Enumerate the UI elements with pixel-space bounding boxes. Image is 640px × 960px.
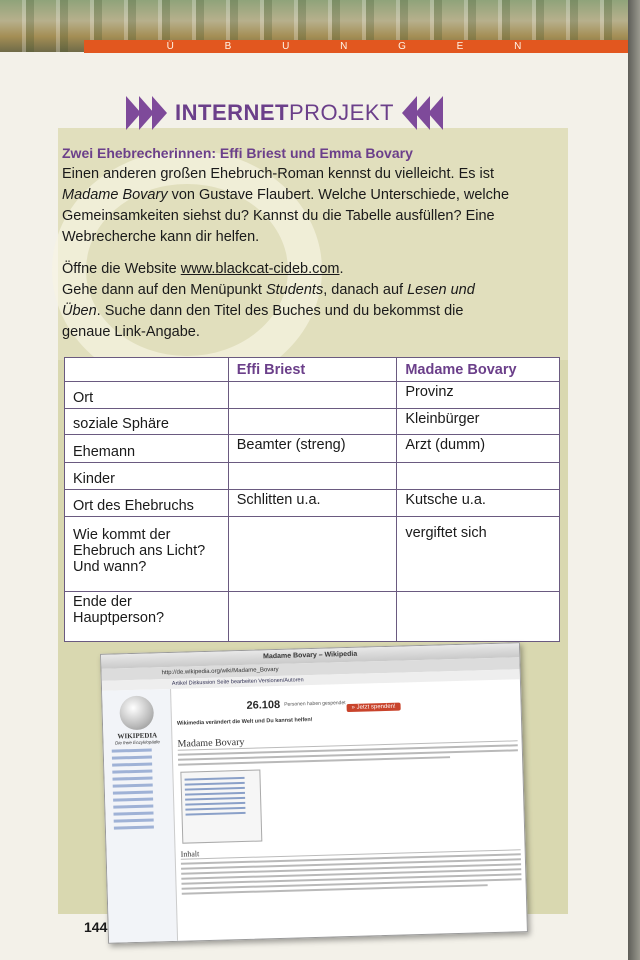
bovary-cell[interactable]: vergiftet sich bbox=[397, 517, 560, 592]
table-row bbox=[65, 517, 560, 592]
arrow-right-icon bbox=[152, 96, 167, 130]
browser-title: Madame Bovary – Wikipedia bbox=[101, 643, 519, 669]
effi-cell[interactable]: Beamter (streng) bbox=[228, 435, 397, 463]
donate-button: » Jetzt spenden! bbox=[347, 703, 401, 713]
bovary-cell[interactable]: Kleinbürger bbox=[397, 409, 560, 435]
intro-paragraph: Einen anderen großen Ehebruch-Roman kennst du vielleicht. Es ist Madame Bovary von Gustave Flaubert. Welche Unterschiede, welche Gemeinsamkeiten siehst du? Kannst du die Tabelle ausfüllen? Eine Webrecherche kann dir helfen. bbox=[62, 166, 510, 245]
section-bar bbox=[84, 40, 628, 53]
browser-url: http://de.wikipedia.org/wiki/Madame_Bovary bbox=[101, 657, 519, 681]
heading-title: INTERNETPROJEKT bbox=[175, 100, 394, 125]
table-row bbox=[65, 382, 560, 409]
effi-cell[interactable] bbox=[228, 409, 397, 435]
table-header-row bbox=[65, 358, 560, 382]
wiki-tabs: Artikel Diskussion Seite bearbeiten Versionen/Autoren bbox=[102, 669, 520, 691]
wikimedia-motto: Wikimedia verändert die Welt und Du kannst helfen! bbox=[176, 717, 313, 727]
instruction-paragraph: Öffne die Website www.blackcat-cideb.com. Gehe dann auf den Menüpunkt Students, danach auf Lesen und Üben. Suche dann den Titel des Buches und du bekommst die genaue Link-Angabe. bbox=[62, 261, 475, 340]
table-corner-cell bbox=[65, 358, 229, 382]
table-row bbox=[65, 592, 560, 642]
row-label: Ort bbox=[65, 382, 229, 409]
effi-cell[interactable] bbox=[228, 463, 397, 490]
row-label: soziale Sphäre bbox=[65, 409, 229, 435]
bovary-cell[interactable]: Arzt (dumm) bbox=[397, 435, 560, 463]
wikipedia-globe-icon bbox=[119, 695, 154, 730]
arrow-left-icon bbox=[428, 96, 443, 130]
comparison-table bbox=[64, 357, 560, 642]
table-row bbox=[65, 409, 560, 435]
section-inhalt: Inhalt bbox=[181, 840, 521, 859]
effi-cell[interactable] bbox=[228, 592, 397, 642]
row-label: Ort des Ehebruchs bbox=[65, 490, 229, 517]
header-banner-image bbox=[0, 0, 628, 52]
effi-cell[interactable]: Schlitten u.a. bbox=[228, 490, 397, 517]
section-heading bbox=[126, 94, 496, 132]
column-header-effi: Effi Briest bbox=[228, 358, 397, 382]
column-header-bovary: Madame Bovary bbox=[397, 358, 560, 382]
donation-count: 26.108 bbox=[246, 698, 281, 712]
task-title: Zwei Ehebrecherinnen: Effi Briest und Emma Bovary bbox=[62, 145, 413, 161]
article-title: Madame Bovary bbox=[177, 729, 517, 750]
bovary-cell[interactable] bbox=[397, 463, 560, 490]
table-row bbox=[65, 435, 560, 463]
row-label: Ende der Hauptperson? bbox=[65, 592, 229, 642]
effi-cell[interactable] bbox=[228, 517, 397, 592]
row-label: Ehemann bbox=[65, 435, 229, 463]
bovary-cell[interactable]: Provinz bbox=[397, 382, 560, 409]
wiki-sidebar bbox=[102, 689, 178, 943]
donation-text: Personen haben gespendet bbox=[284, 700, 346, 708]
bovary-cell[interactable]: Kutsche u.a. bbox=[397, 490, 560, 517]
wikipedia-screenshot bbox=[100, 642, 528, 944]
table-row bbox=[65, 463, 560, 490]
page-number: 144 bbox=[84, 919, 108, 935]
table-of-contents bbox=[180, 769, 262, 843]
wiki-article bbox=[176, 683, 523, 936]
row-label: Wie kommt der Ehebruch ans Licht? Und wann? bbox=[65, 517, 229, 592]
effi-cell[interactable] bbox=[228, 382, 397, 409]
website-link[interactable]: www.blackcat-cideb.com bbox=[180, 261, 340, 277]
bovary-cell[interactable] bbox=[397, 592, 560, 642]
wiki-logo-text: WIKIPEDIA bbox=[117, 731, 158, 741]
wiki-logo-tagline: Die freie Enzyklopädie bbox=[115, 739, 160, 746]
book-edge bbox=[628, 0, 640, 960]
table-row bbox=[65, 490, 560, 517]
row-label: Kinder bbox=[65, 463, 229, 490]
section-label: Ü B U N G E N bbox=[166, 41, 546, 52]
